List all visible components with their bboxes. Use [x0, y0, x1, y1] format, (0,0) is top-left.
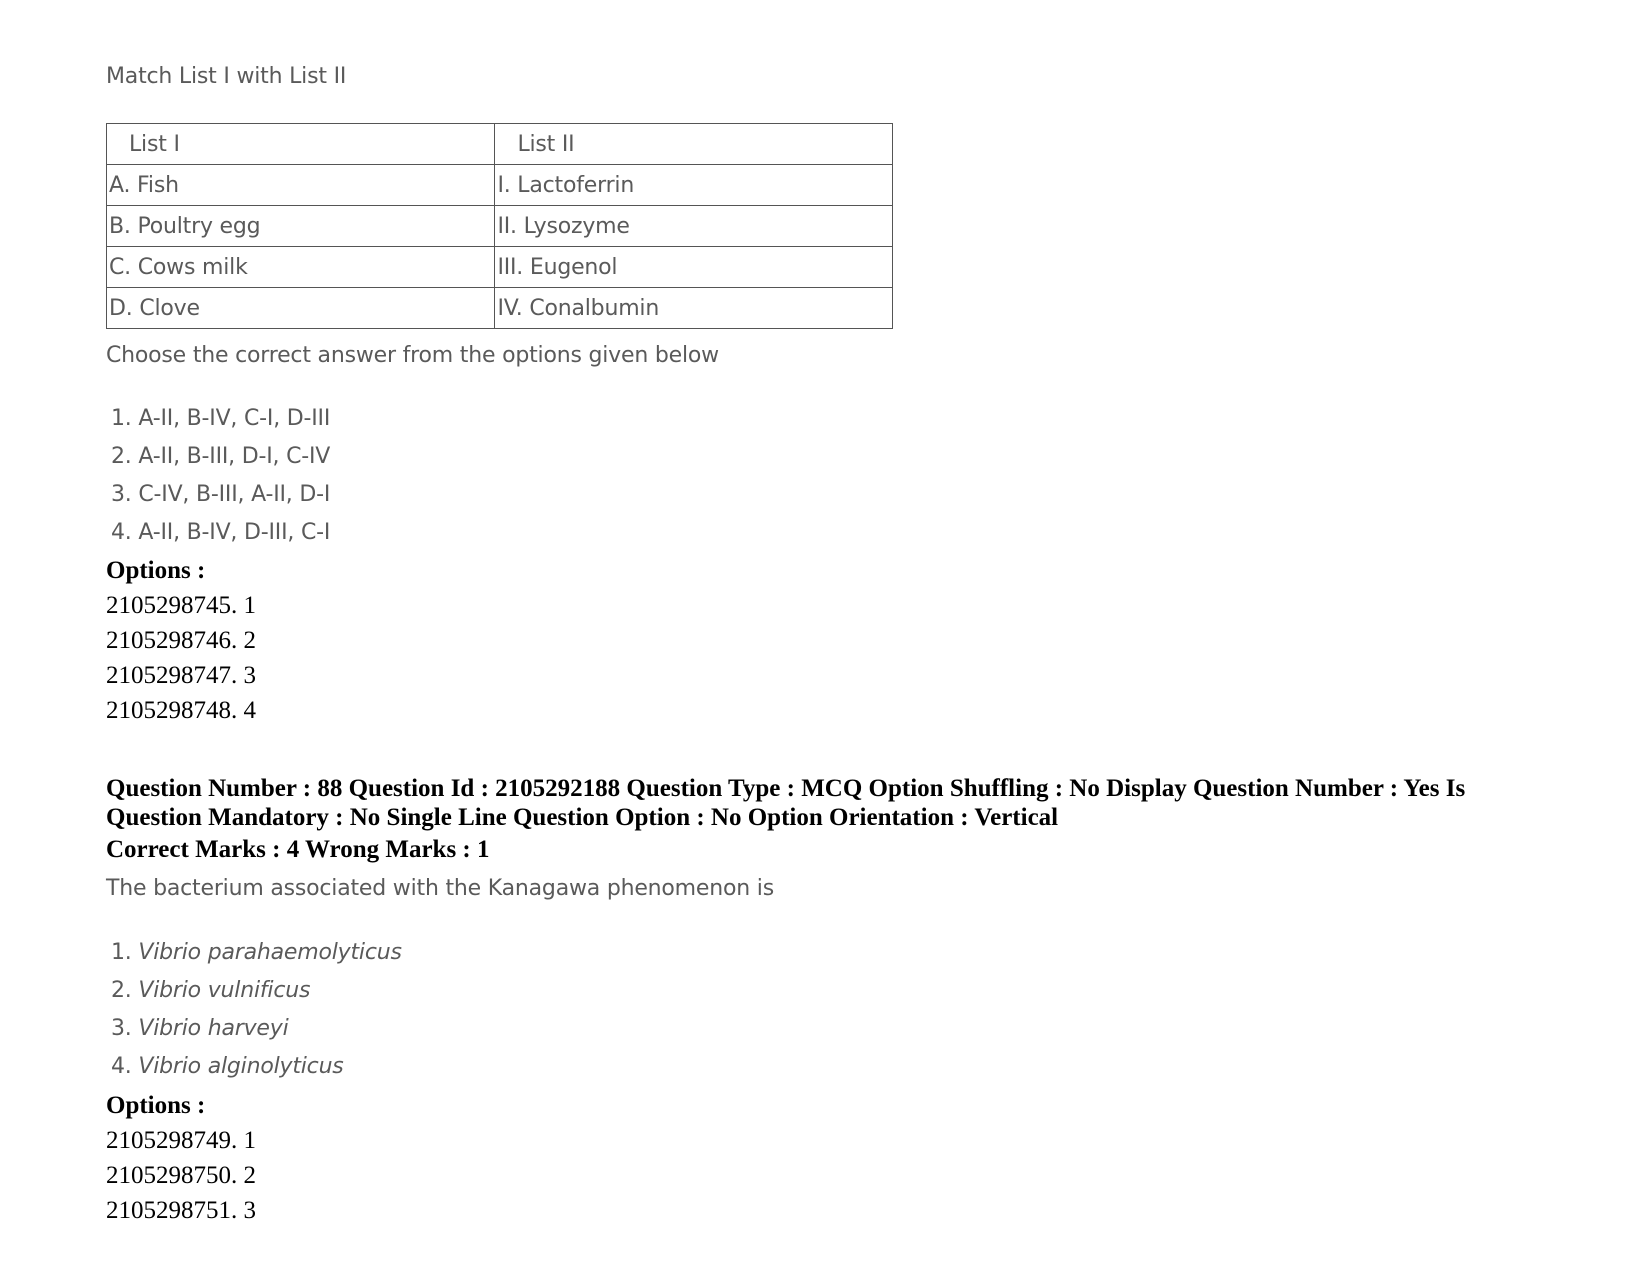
column-header-list-1: List I — [107, 124, 495, 165]
option-id: 2105298749. 1 — [106, 1127, 256, 1154]
option-id: 2105298750. 2 — [106, 1162, 256, 1189]
choice-text: A-II, B-III, D-I, C-IV — [138, 444, 331, 469]
match-table — [106, 123, 893, 329]
answer-choices — [111, 400, 330, 552]
choice-text: Vibrio parahaemolyticus — [138, 940, 402, 965]
choice-number: 4. — [111, 1054, 132, 1079]
column-header-list-2: List II — [495, 124, 893, 165]
answer-choices — [111, 934, 402, 1086]
table-cell: C. Cows milk — [107, 247, 495, 288]
choice-number: 3. — [111, 1016, 132, 1041]
choice-text: Vibrio vulnificus — [138, 978, 311, 1003]
answer-choice — [111, 934, 402, 972]
table-row — [107, 165, 893, 206]
question-prompt: The bacterium associated with the Kanagawa phenomenon is — [106, 876, 774, 901]
options-block — [106, 553, 256, 728]
answer-choice — [111, 972, 402, 1010]
options-label: Options : — [106, 1092, 206, 1119]
table-header-row — [107, 124, 893, 165]
choice-text: Vibrio harveyi — [138, 1016, 289, 1041]
question-meta-line: Question Number : 88 Question Id : 2105292188 Question Type : MCQ Option Shuffling : No Display Question Number : Yes Is — [106, 775, 1466, 802]
choice-number: 3. — [111, 482, 132, 507]
question-marks: Correct Marks : 4 Wrong Marks : 1 — [106, 836, 490, 863]
choice-text: C-IV, B-III, A-II, D-I — [138, 482, 331, 507]
table-row — [107, 288, 893, 329]
answer-choice — [111, 438, 330, 476]
question-prompt: Match List I with List II — [106, 64, 347, 89]
question-meta-line: Question Mandatory : No Single Line Question Option : No Option Orientation : Vertical — [106, 804, 1059, 831]
table-row — [107, 206, 893, 247]
answer-choice — [111, 1048, 402, 1086]
options-block — [106, 1088, 256, 1228]
option-id: 2105298746. 2 — [106, 627, 256, 654]
answer-choice — [111, 1010, 402, 1048]
choice-number: 2. — [111, 444, 132, 469]
choice-number: 2. — [111, 978, 132, 1003]
answer-instruction: Choose the correct answer from the options given below — [106, 343, 719, 368]
answer-choice — [111, 400, 330, 438]
choice-text: A-II, B-IV, D-III, C-I — [138, 520, 331, 545]
options-label: Options : — [106, 557, 206, 584]
table-cell: D. Clove — [107, 288, 495, 329]
choice-number: 4. — [111, 520, 132, 545]
table-cell: III. Eugenol — [495, 247, 893, 288]
table-cell: I. Lactoferrin — [495, 165, 893, 206]
answer-choice — [111, 476, 330, 514]
option-id: 2105298745. 1 — [106, 592, 256, 619]
table-row — [107, 247, 893, 288]
table-cell: IV. Conalbumin — [495, 288, 893, 329]
choice-number: 1. — [111, 940, 132, 965]
option-id: 2105298751. 3 — [106, 1197, 256, 1224]
choice-number: 1. — [111, 406, 132, 431]
option-id: 2105298748. 4 — [106, 697, 256, 724]
table-cell: B. Poultry egg — [107, 206, 495, 247]
question-meta-header — [106, 774, 1566, 832]
table-cell: II. Lysozyme — [495, 206, 893, 247]
choice-text: Vibrio alginolyticus — [138, 1054, 344, 1079]
table-cell: A. Fish — [107, 165, 495, 206]
answer-choice — [111, 514, 330, 552]
option-id: 2105298747. 3 — [106, 662, 256, 689]
choice-text: A-II, B-IV, C-I, D-III — [138, 406, 331, 431]
